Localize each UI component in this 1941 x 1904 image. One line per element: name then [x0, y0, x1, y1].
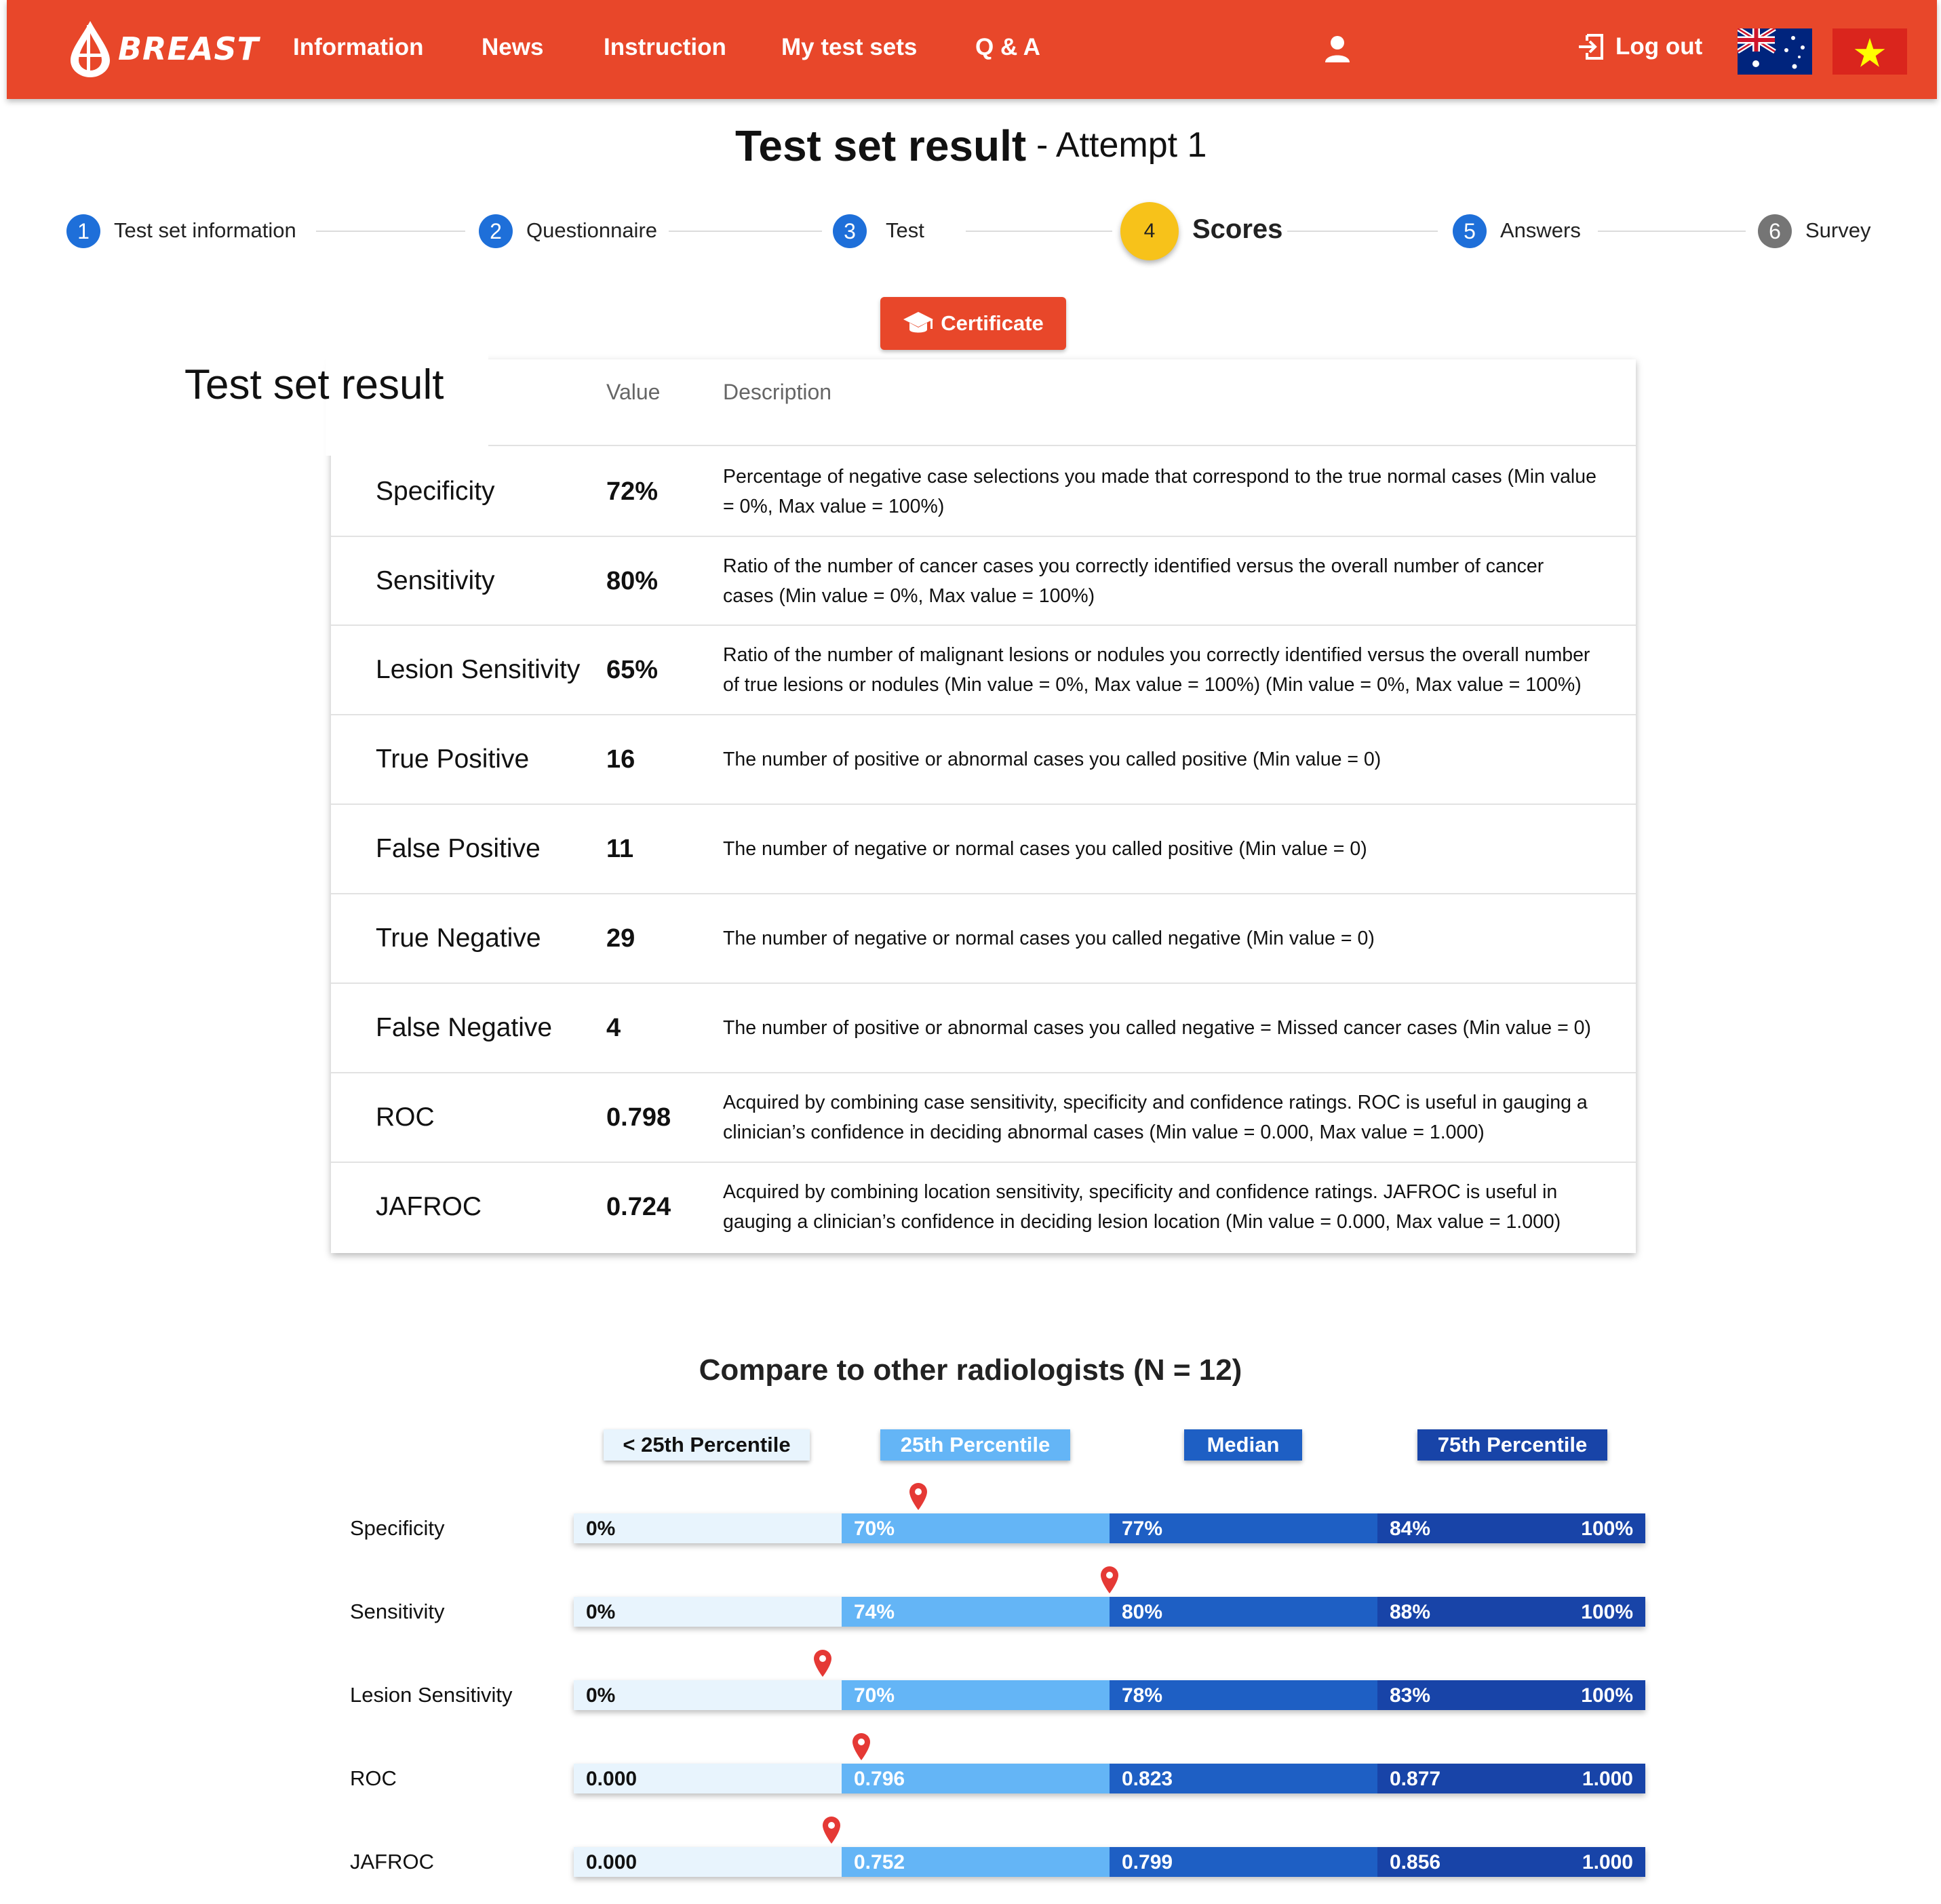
legend-25th: 25th Percentile — [880, 1429, 1070, 1461]
compare-row-label: Sensitivity — [350, 1600, 445, 1623]
segment-25th — [842, 1597, 1110, 1627]
tick-label: 84% — [1390, 1518, 1431, 1540]
step-connector — [316, 231, 465, 232]
metric-description: Ratio of the number of cancer cases you correctly identified versus the overall number of cancer cases (Min value = 0%, Max value = 100%) — [723, 555, 1544, 607]
tick-label: 0.000 — [586, 1768, 638, 1790]
step-6-label[interactable]: Survey — [1805, 218, 1871, 242]
metric-value: 11 — [606, 834, 634, 863]
segment-25th — [842, 1764, 1110, 1793]
logout-button[interactable] — [1577, 33, 1702, 61]
your-score-marker-icon — [821, 1816, 842, 1844]
segment-below-25th — [574, 1597, 842, 1627]
compare-row-label: Lesion Sensitivity — [350, 1683, 513, 1707]
segment-below-25th — [574, 1680, 842, 1710]
nav-news[interactable]: News — [482, 34, 544, 60]
segment-75th — [1377, 1597, 1645, 1627]
step-connector — [669, 231, 822, 232]
percentile-bar — [574, 1847, 1645, 1877]
segment-75th — [1377, 1680, 1645, 1710]
certificate-button[interactable] — [880, 297, 1066, 350]
your-score-marker-icon — [812, 1649, 833, 1678]
description-column-header: Description — [723, 380, 832, 404]
tick-label: 77% — [1122, 1518, 1163, 1540]
australia-flag-icon[interactable] — [1738, 28, 1812, 75]
metric-value: 29 — [606, 924, 635, 953]
result-table-title: Test set result — [184, 361, 444, 408]
legend-75th: 75th Percentile — [1417, 1429, 1607, 1461]
tick-label: 70% — [854, 1518, 895, 1540]
step-5-number[interactable]: 5 — [1453, 214, 1487, 248]
metric-description: The number of negative or normal cases you called positive (Min value = 0) — [723, 838, 1367, 860]
segment-75th — [1377, 1847, 1645, 1877]
tick-label: 0.000 — [586, 1851, 638, 1873]
tick-label: 0.796 — [854, 1768, 905, 1790]
tick-label: 70% — [854, 1684, 895, 1707]
segment-25th — [842, 1513, 1110, 1543]
metric-name: Specificity — [376, 477, 495, 506]
compare-row-label: JAFROC — [350, 1850, 434, 1873]
step-connector — [966, 231, 1112, 232]
row-divider — [488, 445, 1636, 446]
tick-label: 0% — [586, 1684, 616, 1707]
step-1-number[interactable]: 1 — [66, 214, 100, 248]
step-2-label[interactable]: Questionnaire — [526, 218, 658, 242]
step-2-number[interactable]: 2 — [479, 214, 513, 248]
segment-75th — [1377, 1764, 1645, 1793]
legend-median: Median — [1184, 1429, 1302, 1461]
user-account-icon[interactable] — [1324, 35, 1351, 62]
legend-below-25th: < 25th Percentile — [604, 1429, 810, 1461]
tick-label: 0.752 — [854, 1851, 905, 1873]
metric-name: JAFROC — [376, 1192, 482, 1221]
segment-median — [1110, 1513, 1377, 1543]
brand-logo[interactable] — [68, 15, 259, 83]
percentile-bar — [574, 1680, 1645, 1710]
tick-label: 100% — [1581, 1601, 1633, 1623]
step-4-label[interactable]: Scores — [1192, 214, 1283, 244]
tick-label: 0.877 — [1390, 1768, 1441, 1790]
metric-value: 72% — [606, 477, 659, 506]
nav-qa[interactable]: Q & A — [975, 34, 1040, 60]
segment-25th — [842, 1680, 1110, 1710]
step-connector — [1287, 231, 1438, 232]
metric-description: Percentage of negative case selections you made that correspond to the true normal cases (Min value = 0%, Max value = 100%) — [723, 466, 1596, 517]
breast-logo-icon — [68, 20, 113, 78]
graduation-cap-icon — [903, 311, 934, 336]
logout-icon — [1577, 33, 1606, 61]
metric-value: 65% — [606, 655, 659, 684]
metric-description: Ratio of the number of malignant lesions or nodules you correctly identified versus the overall number of true lesions or nodules (Min value = 0%, Max value = 100%) (Min value = 0%, Max value = 100%) — [723, 644, 1590, 696]
segment-75th — [1377, 1513, 1645, 1543]
top-navbar — [7, 0, 1937, 99]
step-6-number[interactable]: 6 — [1758, 214, 1792, 248]
percentile-bar — [574, 1597, 1645, 1627]
tick-label: 0.856 — [1390, 1851, 1441, 1873]
metric-description: The number of positive or abnormal cases you called negative = Missed cancer cases (Min value = 0) — [723, 1017, 1591, 1039]
page-title: Test set result — [735, 121, 1027, 170]
tick-label: 0.823 — [1122, 1768, 1173, 1790]
segment-below-25th — [574, 1764, 842, 1793]
table-row — [331, 1163, 1636, 1251]
nav-information[interactable]: Information — [293, 34, 424, 60]
table-row — [331, 715, 1636, 804]
tick-label: 0.799 — [1122, 1851, 1173, 1873]
segment-below-25th — [574, 1513, 842, 1543]
attempt-label: - Attempt 1 — [1036, 125, 1207, 165]
your-score-marker-icon — [851, 1732, 871, 1761]
step-4-number[interactable]: 4 — [1120, 202, 1179, 260]
certificate-label: Certificate — [941, 311, 1044, 335]
compare-row-label: ROC — [350, 1766, 397, 1790]
metric-value: 0.798 — [606, 1103, 671, 1132]
metric-value: 4 — [606, 1013, 621, 1042]
tick-label: 100% — [1581, 1684, 1633, 1707]
step-1-label[interactable]: Test set information — [114, 218, 296, 242]
segment-below-25th — [574, 1847, 842, 1877]
metric-name: False Negative — [376, 1013, 553, 1042]
table-row — [331, 805, 1636, 893]
metric-name: Lesion Sensitivity — [376, 655, 581, 684]
tick-label: 78% — [1122, 1684, 1163, 1707]
metric-name: True Negative — [376, 924, 541, 953]
metric-name: False Positive — [376, 834, 541, 863]
table-row — [331, 626, 1636, 714]
tick-label: 80% — [1122, 1601, 1163, 1623]
table-row — [331, 894, 1636, 983]
nav-instruction[interactable]: Instruction — [604, 34, 726, 60]
metric-value: 16 — [606, 745, 635, 774]
vietnam-flag-icon[interactable] — [1832, 28, 1907, 75]
tick-label: 1.000 — [1582, 1768, 1633, 1790]
table-row — [331, 537, 1636, 625]
your-score-marker-icon — [1099, 1566, 1120, 1594]
segment-median — [1110, 1680, 1377, 1710]
step-connector — [1598, 231, 1746, 232]
metric-name: True Positive — [376, 745, 530, 774]
metric-name: ROC — [376, 1103, 435, 1132]
step-3-number[interactable]: 3 — [833, 214, 867, 248]
brand-name: BREAST — [118, 31, 260, 67]
metric-description: Acquired by combining case sensitivity, specificity and confidence ratings. ROC is useful in gauging a clinician’s confidence in deciding abnormal cases (Min value = 0.000, Max value = 1.000) — [723, 1092, 1588, 1143]
step-5-label[interactable]: Answers — [1500, 218, 1581, 242]
tick-label: 74% — [854, 1601, 895, 1623]
compare-title: Compare to other radiologists (N = 12) — [699, 1353, 1242, 1387]
segment-median — [1110, 1597, 1377, 1627]
tick-label: 83% — [1390, 1684, 1431, 1707]
metric-value: 0.724 — [606, 1192, 671, 1221]
segment-25th — [842, 1847, 1110, 1877]
metric-name: Sensitivity — [376, 566, 495, 595]
metric-description: The number of positive or abnormal cases you called positive (Min value = 0) — [723, 749, 1381, 770]
percentile-bar — [574, 1764, 1645, 1793]
tick-label: 88% — [1390, 1601, 1431, 1623]
compare-row-label: Specificity — [350, 1516, 445, 1540]
tick-label: 0% — [586, 1518, 616, 1540]
logout-label: Log out — [1615, 33, 1703, 60]
metric-value: 80% — [606, 566, 659, 595]
segment-median — [1110, 1847, 1377, 1877]
value-column-header: Value — [606, 380, 661, 404]
nav-my-test-sets[interactable]: My test sets — [781, 34, 918, 60]
metric-description: The number of negative or normal cases you called negative (Min value = 0) — [723, 928, 1375, 949]
table-row — [331, 448, 1636, 536]
tick-label: 0% — [586, 1601, 616, 1623]
tick-label: 1.000 — [1582, 1851, 1633, 1873]
percentile-bar — [574, 1513, 1645, 1543]
metric-description: Acquired by combining location sensitivity, specificity and confidence ratings. JAFROC is useful in gauging a clinician’s confidence in deciding lesion location (Min value = 0.000, Max value = 1.000) — [723, 1181, 1561, 1233]
table-row — [331, 1073, 1636, 1162]
step-3-label[interactable]: Test — [886, 218, 924, 242]
segment-median — [1110, 1764, 1377, 1793]
tick-label: 100% — [1581, 1518, 1633, 1540]
table-row — [331, 984, 1636, 1072]
your-score-marker-icon — [908, 1482, 928, 1511]
